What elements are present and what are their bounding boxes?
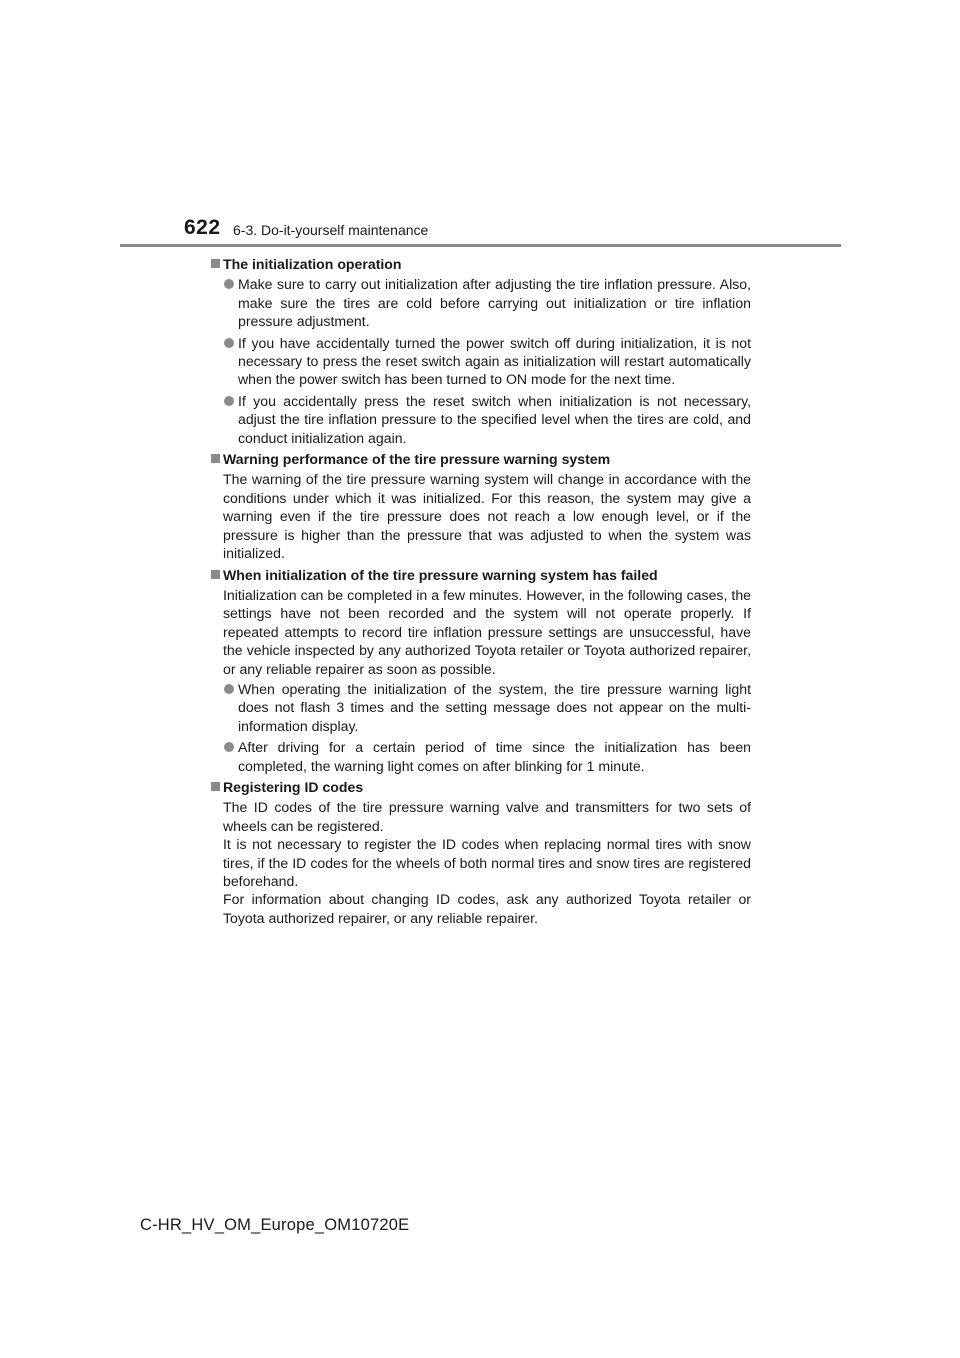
paragraph-line: The ID codes of the tire pressure warning valve and transmitters for two sets of wheels can be registered. xyxy=(223,799,751,834)
list-item-text: After driving for a certain period of time since the initialization has been completed, the warning light comes on after blinking for 1 minute. xyxy=(238,739,751,774)
section-heading xyxy=(211,255,751,273)
square-bullet-icon xyxy=(211,259,220,268)
footer-doc-code: C-HR_HV_OM_Europe_OM10720E xyxy=(140,1216,410,1234)
paragraph-line: For information about changing ID codes, ask any authorized Toyota retailer or Toyota authorized repairer, or any reliable repairer. xyxy=(223,891,751,926)
paragraph-line: It is not necessary to register the ID codes when replacing normal tires with snow tires, if the ID codes for the wheels of both normal tires and snow tires are registered beforehand. xyxy=(223,836,751,889)
circle-bullet-icon xyxy=(224,684,234,694)
header-rule xyxy=(120,244,841,247)
list-item xyxy=(211,738,751,775)
list-item xyxy=(211,392,751,447)
list-item xyxy=(211,680,751,735)
page-content xyxy=(211,255,751,927)
circle-bullet-icon xyxy=(224,396,234,406)
list-item xyxy=(211,275,751,330)
square-bullet-icon xyxy=(211,454,220,463)
square-bullet-icon xyxy=(211,570,220,579)
circle-bullet-icon xyxy=(224,279,234,289)
list-item-text: If you have accidentally turned the power switch off during initialization, it is not necessary to press the reset switch again as initialization will restart automatically when the power switch has been turned to ON mode for the next time. xyxy=(238,334,751,388)
list-item-text: When operating the initialization of the system, the tire pressure warning light does not flash 3 times and the setting message does not appear on the multi-information display. xyxy=(238,680,751,734)
square-bullet-icon xyxy=(211,782,220,791)
list-item xyxy=(211,334,751,389)
circle-bullet-icon xyxy=(224,338,234,348)
body-paragraph xyxy=(211,798,751,927)
section-heading xyxy=(211,778,751,796)
list-item-text: Make sure to carry out initialization after adjusting the tire inflation pressure. Also, make sure the tires are cold before carrying out initialization or tire inflation pressure adjustment. xyxy=(238,276,751,330)
section-initialization-failed xyxy=(211,566,751,775)
body-paragraph: Initialization can be completed in a few minutes. However, in the following cases, the settings have not been recorded and the system will not operate properly. If repeated attempts to record tire inflation pressure settings are unsuccessful, have the vehicle inspected by any authorized Toyota retailer or Toyota authorized repairer, or any reliable repairer as soon as possible. xyxy=(223,586,751,677)
heading-text: Registering ID codes xyxy=(223,778,364,795)
section-initialization-operation xyxy=(211,255,751,447)
circle-bullet-icon xyxy=(224,742,234,752)
heading-text: When initialization of the tire pressure warning system has failed xyxy=(223,566,658,583)
page-number: 622 xyxy=(184,216,221,239)
section-heading xyxy=(211,566,751,584)
body-paragraph: The warning of the tire pressure warning system will change in accordance with the conditions under which it was initialized. For this reason, the system may give a warning even if the tire pressure does not reach a low enough level, or if the pressure is higher than the pressure that was adjusted to when the system was initialized. xyxy=(223,471,751,562)
list-item-text: If you accidentally press the reset switch when initialization is not necessary, adjust the tire inflation pressure to the specified level when the tires are cold, and conduct initialization again. xyxy=(238,392,751,446)
section-heading xyxy=(211,450,751,468)
section-registering-id-codes xyxy=(211,778,751,927)
section-title: 6-3. Do-it-yourself maintenance xyxy=(233,222,429,238)
section-warning-performance xyxy=(211,450,751,562)
heading-text: Warning performance of the tire pressure warning system xyxy=(223,451,611,468)
heading-text: The initialization operation xyxy=(223,256,402,272)
